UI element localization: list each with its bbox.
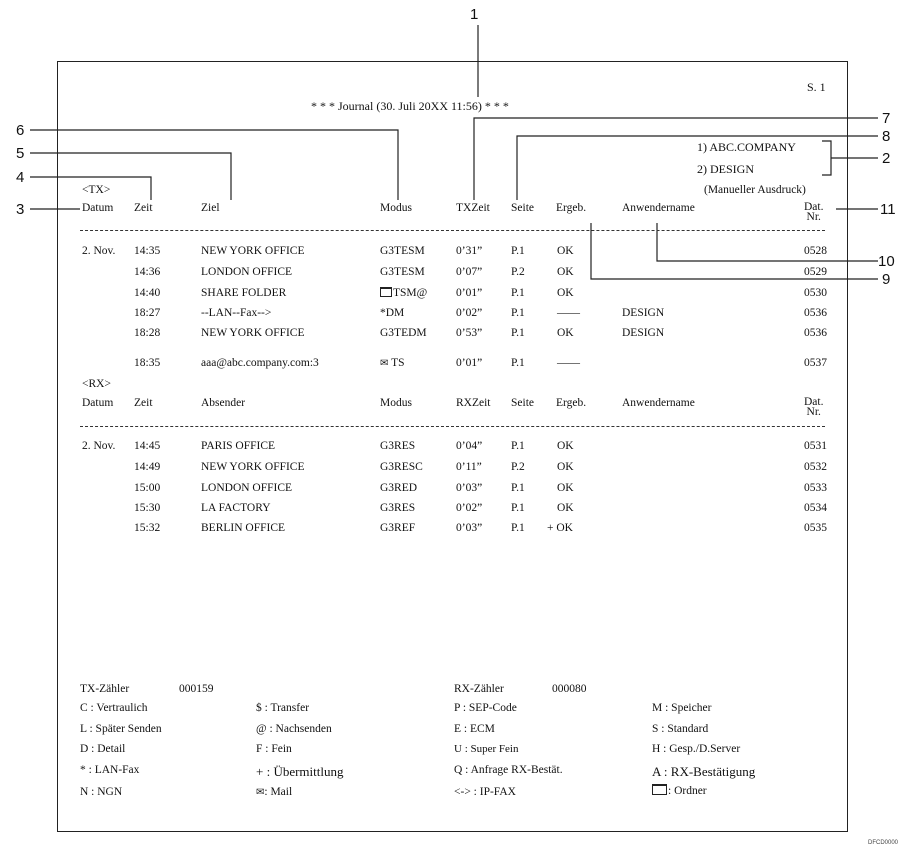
row-mode	[380, 287, 427, 299]
callout-11: 11	[880, 201, 896, 218]
folder-icon	[380, 287, 392, 297]
row-sender: NEW YORK OFFICE	[201, 461, 305, 473]
row-file-number: 0532	[804, 461, 827, 473]
col-destination: Ziel	[201, 202, 220, 214]
row-duration: 0’07”	[456, 266, 483, 278]
legend-item: + : Übermittlung	[256, 764, 344, 779]
callout-3: 3	[16, 201, 25, 218]
row-time: 14:45	[134, 440, 161, 452]
legend-item: M : Speicher	[652, 702, 712, 714]
tx-counter-label: TX-Zähler	[80, 683, 130, 695]
row-pages: P.2	[511, 266, 525, 278]
rx-counter-value: 000080	[552, 683, 587, 695]
callout-9: 9	[882, 271, 891, 288]
legend-item: @ : Nachsenden	[256, 723, 332, 735]
callout-7: 7	[882, 110, 891, 127]
row-destination: NEW YORK OFFICE	[201, 327, 305, 339]
row-pages: P.1	[511, 245, 525, 257]
col-result: Ergeb.	[556, 397, 587, 409]
row-result: OK	[557, 440, 574, 452]
row-file-number: 0530	[804, 287, 827, 299]
row-pages: P.1	[511, 440, 525, 452]
row-user-name: DESIGN	[622, 307, 665, 319]
row-sender: PARIS OFFICE	[201, 440, 276, 452]
row-file-number: 0534	[804, 502, 827, 514]
rx-counter-label: RX-Zähler	[454, 683, 504, 695]
legend-item: A : RX-Bestätigung	[652, 764, 756, 779]
legend-item: P : SEP-Code	[454, 702, 517, 714]
row-duration: 0’01”	[456, 287, 483, 299]
row-duration: 0’01”	[456, 357, 483, 369]
row-time: 18:35	[134, 357, 161, 369]
col-mode: Modus	[380, 202, 412, 214]
legend-item-folder: : Ordner	[652, 784, 707, 797]
row-mode: *DM	[380, 307, 405, 319]
col-user-name: Anwendername	[622, 397, 695, 409]
row-time: 15:32	[134, 522, 161, 534]
col-result: Ergeb.	[556, 202, 587, 214]
row-result: OK	[557, 327, 574, 339]
rx-section-label: <RX>	[82, 378, 111, 390]
tx-section-label: <TX>	[82, 184, 111, 196]
legend-item: U : Super Fein	[454, 743, 519, 755]
mail-icon: ✉	[380, 358, 389, 369]
row-sender: LA FACTORY	[201, 502, 271, 514]
row-mode-text: TS	[391, 357, 405, 369]
row-pages: P.1	[511, 327, 525, 339]
row-mode: G3RES	[380, 502, 416, 514]
row-duration: 0’53”	[456, 327, 483, 339]
row-file-number: 0536	[804, 327, 827, 339]
col-time: Zeit	[134, 397, 153, 409]
row-result: OK	[557, 502, 574, 514]
row-mode: G3REF	[380, 522, 416, 534]
row-mode: G3RESC	[380, 461, 423, 473]
row-pages: P.1	[511, 522, 525, 534]
legend-item: * : LAN-Fax	[80, 764, 140, 776]
row-destination: aaa@abc.company.com:3	[201, 357, 319, 369]
row-file-number: 0533	[804, 482, 827, 494]
folder-icon	[652, 784, 667, 795]
row-destination: LONDON OFFICE	[201, 266, 293, 278]
col-page: Seite	[511, 397, 534, 409]
row-result: + OK	[547, 522, 573, 534]
col-file-number: Dat. Nr.	[804, 201, 824, 223]
row-time: 18:28	[134, 327, 161, 339]
row-mode: G3RED	[380, 482, 418, 494]
document-code: DFCD0000	[868, 840, 899, 846]
callout-1: 1	[470, 6, 479, 23]
legend-item: <-> : IP-FAX	[454, 786, 516, 798]
row-mode: G3TEDM	[380, 327, 427, 339]
row-mode: G3TESM	[380, 266, 425, 278]
col-page: Seite	[511, 202, 534, 214]
legend-item: C : Vertraulich	[80, 702, 148, 714]
legend-item: $ : Transfer	[256, 702, 310, 714]
col-tx-time: TXZeit	[456, 202, 490, 214]
row-result: OK	[557, 482, 574, 494]
row-duration: 0’04”	[456, 440, 483, 452]
legend-item: L : Später Senden	[80, 723, 162, 735]
col-time: Zeit	[134, 202, 153, 214]
legend-item: D : Detail	[80, 743, 126, 755]
mail-icon: ✉	[256, 787, 265, 798]
row-duration: 0’03”	[456, 482, 483, 494]
row-mode-text: TSM@	[393, 287, 428, 299]
row-time: 15:30	[134, 502, 161, 514]
callout-2: 2	[882, 150, 891, 167]
col-sender: Absender	[201, 397, 246, 409]
row-file-number: 0536	[804, 307, 827, 319]
row-mode: G3TESM	[380, 245, 425, 257]
id-line-1: 1) ABC.COMPANY	[697, 140, 796, 154]
row-duration: 0’31”	[456, 245, 483, 257]
callout-8: 8	[882, 128, 891, 145]
row-time: 15:00	[134, 482, 161, 494]
legend-item-mail: ✉: Mail	[256, 786, 293, 798]
journal-title: * * * Journal (30. Juli 20XX 11:56) * * *	[311, 99, 509, 113]
row-time: 18:27	[134, 307, 161, 319]
row-duration: 0’02”	[456, 502, 483, 514]
row-mode: G3RES	[380, 440, 416, 452]
col-user-name: Anwendername	[622, 202, 695, 214]
page-number: S. 1	[807, 80, 826, 94]
row-pages: P.1	[511, 357, 525, 369]
rx-header-divider	[80, 426, 825, 427]
row-result: ——	[557, 307, 580, 319]
legend-item: E : ECM	[454, 723, 495, 735]
callout-6: 6	[16, 122, 25, 139]
legend-item: F : Fein	[256, 743, 292, 755]
row-sender: BERLIN OFFICE	[201, 522, 286, 534]
row-time: 14:36	[134, 266, 161, 278]
row-user-name: DESIGN	[622, 327, 665, 339]
legend-item: S : Standard	[652, 723, 709, 735]
row-destination: SHARE FOLDER	[201, 287, 287, 299]
row-sender: LONDON OFFICE	[201, 482, 293, 494]
tx-counter-value: 000159	[179, 683, 214, 695]
legend-item: N : NGN	[80, 786, 123, 798]
row-result: OK	[557, 266, 574, 278]
manual-print-label: (Manueller Ausdruck)	[704, 184, 806, 196]
row-pages: P.1	[511, 307, 525, 319]
row-date: 2. Nov.	[82, 440, 116, 452]
row-destination: --LAN--Fax-->	[201, 307, 272, 319]
col-mode: Modus	[380, 397, 412, 409]
row-result: OK	[557, 245, 574, 257]
row-file-number: 0537	[804, 357, 827, 369]
tx-header-divider	[80, 230, 825, 231]
col-date: Datum	[82, 397, 114, 409]
row-time: 14:35	[134, 245, 161, 257]
row-destination: NEW YORK OFFICE	[201, 245, 305, 257]
row-file-number: 0535	[804, 522, 827, 534]
row-pages: P.2	[511, 461, 525, 473]
row-duration: 0’03”	[456, 522, 483, 534]
col-file-number: Dat. Nr.	[804, 396, 824, 418]
row-duration: 0’11”	[456, 461, 482, 473]
callout-10: 10	[878, 253, 895, 270]
legend-item: Q : Anfrage RX-Bestät.	[454, 764, 563, 776]
row-result: OK	[557, 287, 574, 299]
row-duration: 0’02”	[456, 307, 483, 319]
row-time: 14:49	[134, 461, 161, 473]
legend-item: H : Gesp./D.Server	[652, 743, 741, 755]
row-file-number: 0531	[804, 440, 827, 452]
callout-4: 4	[16, 169, 25, 186]
row-date: 2. Nov.	[82, 245, 116, 257]
col-date: Datum	[82, 202, 114, 214]
row-pages: P.1	[511, 502, 525, 514]
id-line-2: 2) DESIGN	[697, 162, 754, 176]
row-file-number: 0529	[804, 266, 827, 278]
callout-5: 5	[16, 145, 25, 162]
row-mode	[380, 357, 404, 369]
col-rx-time: RXZeit	[456, 397, 491, 409]
row-result: OK	[557, 461, 574, 473]
row-result: ——	[557, 357, 580, 369]
row-file-number: 0528	[804, 245, 827, 257]
row-pages: P.1	[511, 287, 525, 299]
row-pages: P.1	[511, 482, 525, 494]
row-time: 14:40	[134, 287, 161, 299]
